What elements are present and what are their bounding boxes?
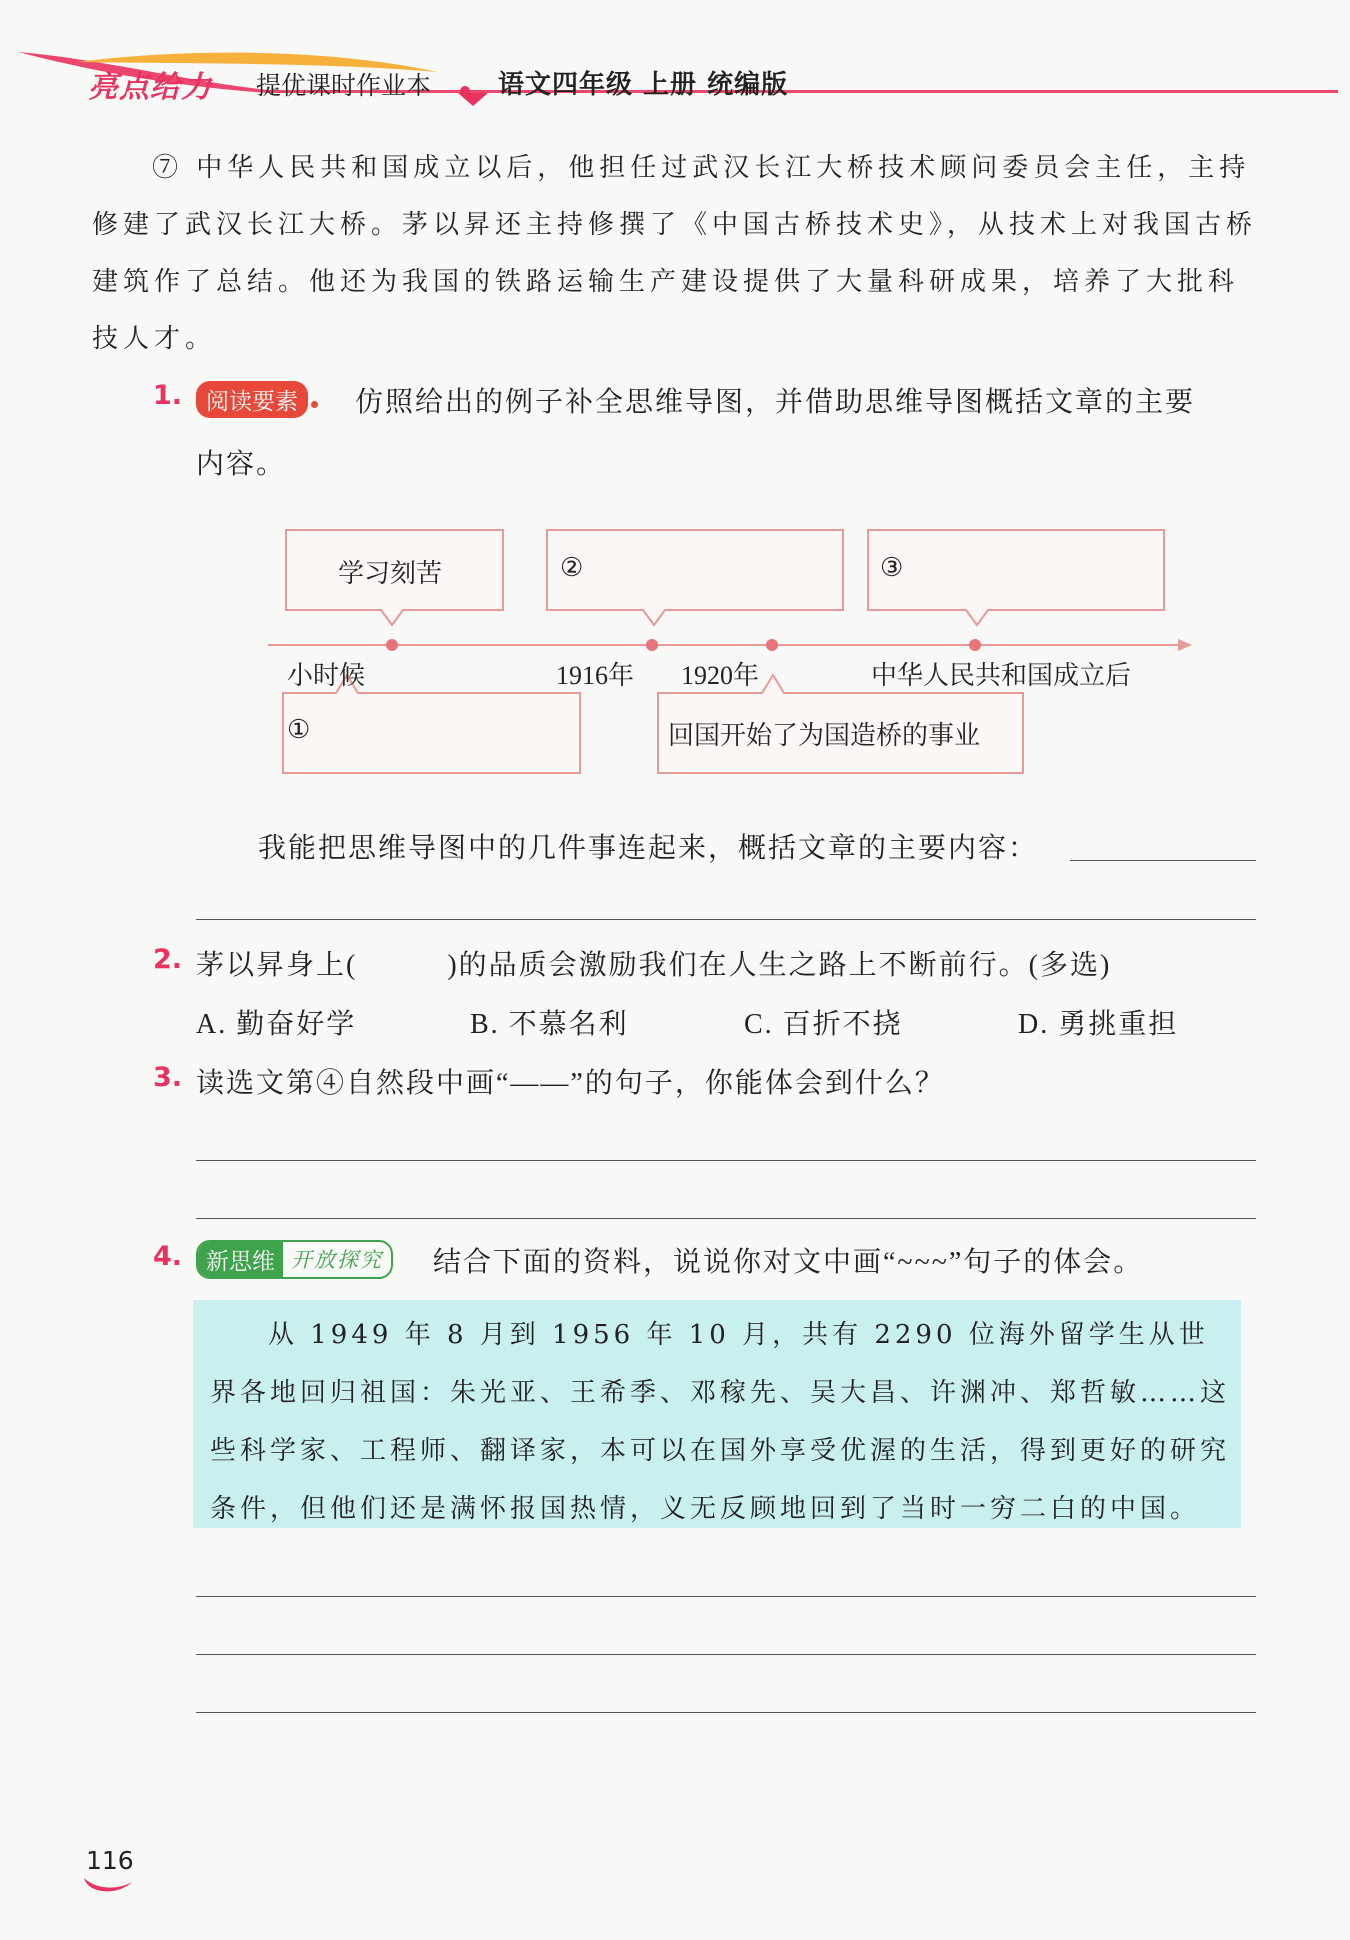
- answer-line[interactable]: [196, 1218, 1256, 1219]
- passage-paragraph: [92, 140, 1262, 368]
- mindmap-bottom-2-text: 回国开始了为国造桥的事业: [668, 721, 981, 750]
- book-title: 提优课时作业本: [256, 71, 432, 100]
- timeline-node: [766, 639, 778, 651]
- question-1-number: [153, 380, 182, 411]
- tag-open-inquiry: 开放探究: [291, 1248, 383, 1272]
- tag-dot-icon: [311, 401, 318, 408]
- question-3-text: 读选文第④自然段中画“——”的句子，你能体会到什么？: [196, 1068, 945, 1099]
- question-1-text-line2: 内容。: [196, 449, 287, 480]
- timeline-arrow-icon: [1178, 639, 1192, 651]
- reading-element-tag: [196, 381, 326, 418]
- answer-line[interactable]: [196, 1596, 1256, 1597]
- tag-new-thinking: 新思维: [198, 1242, 283, 1277]
- timeline-label-1916: 1916年: [556, 661, 635, 690]
- answer-line[interactable]: [196, 919, 1256, 920]
- answer-line[interactable]: [196, 1160, 1256, 1161]
- edition-label: 语文四年级 上册 统编版: [498, 70, 789, 100]
- option-d[interactable]: D. 勇挑重担: [1018, 1009, 1179, 1040]
- question-2-text: 茅以昇身上( )的品质会激励我们在人生之路上不断前行。(多选): [196, 950, 1112, 981]
- mindmap-top-3-text: ③: [880, 553, 904, 582]
- answer-line[interactable]: [196, 1654, 1256, 1655]
- timeline-node: [646, 639, 658, 651]
- answer-line[interactable]: [196, 1712, 1256, 1713]
- brand-logo: 亮点给力: [88, 70, 212, 105]
- timeline-node: [386, 639, 398, 651]
- tag-reading-element: 阅读要素: [196, 381, 308, 418]
- header-dot-icon: [460, 86, 470, 96]
- q1-num: 1.: [153, 380, 183, 411]
- option-b[interactable]: B. 不慕名利: [470, 1009, 629, 1040]
- question-4-text: 结合下面的资料，说说你对文中画“~~~”句子的体会。: [433, 1247, 1144, 1278]
- question-3-number: 3.: [153, 1062, 183, 1093]
- question-4-number: 4.: [153, 1241, 183, 1272]
- timeline-label-1920: 1920年: [681, 661, 760, 690]
- new-thinking-tag: [196, 1240, 393, 1279]
- mindmap-box-top-3: [868, 530, 1164, 625]
- resource-text: [210, 1306, 1230, 1538]
- mindmap-top-2-text: ②: [560, 553, 584, 582]
- mindmap-box-top-2: [547, 530, 843, 625]
- summary-prompt: 我能把思维导图中的几件事连起来，概括文章的主要内容：: [258, 833, 1039, 864]
- timeline-node: [969, 639, 981, 651]
- timeline-label-childhood: 小时候: [287, 661, 366, 690]
- passage-text: ⑦ 中华人民共和国成立以后，他担任过武汉长江大桥技术顾问委员会主任，主持修建了武汉长江大桥。茅以昇还主持修撰了《中国古桥技术史》，从技术上对我国古桥建筑作了总结。他还为我国的铁路运输生产建设提供了大量科研成果，培养了大批科技人才。: [92, 153, 1258, 354]
- page-number: 116: [86, 1846, 134, 1875]
- mindmap-bottom-1-text: ①: [287, 715, 311, 744]
- question-2-number: 2.: [153, 944, 183, 975]
- question-1-text-line1: 仿照给出的例子补全思维导图，并借助思维导图概括文章的主要: [355, 387, 1196, 418]
- mindmap-top-1-text: 学习刻苦: [338, 559, 443, 588]
- option-c[interactable]: C. 百折不挠: [744, 1009, 903, 1040]
- option-a[interactable]: A. 勤奋好学: [196, 1009, 357, 1040]
- resource-content: 从 1949 年 8 月到 1956 年 10 月，共有 2290 位海外留学生从世界各地回归祖国：朱光亚、王希季、邓稼先、吴大昌、许渊冲、郑哲敏……这些科学家、工程师、翻译家，本可以在国外享受优渥的生活，得到更好的研究条件，但他们还是满怀报国热情，义无反顾地回到了当时一穷二白的中国。: [210, 1320, 1231, 1524]
- timeline-label-prc: 中华人民共和国成立后: [871, 661, 1132, 690]
- answer-line[interactable]: [1070, 860, 1256, 861]
